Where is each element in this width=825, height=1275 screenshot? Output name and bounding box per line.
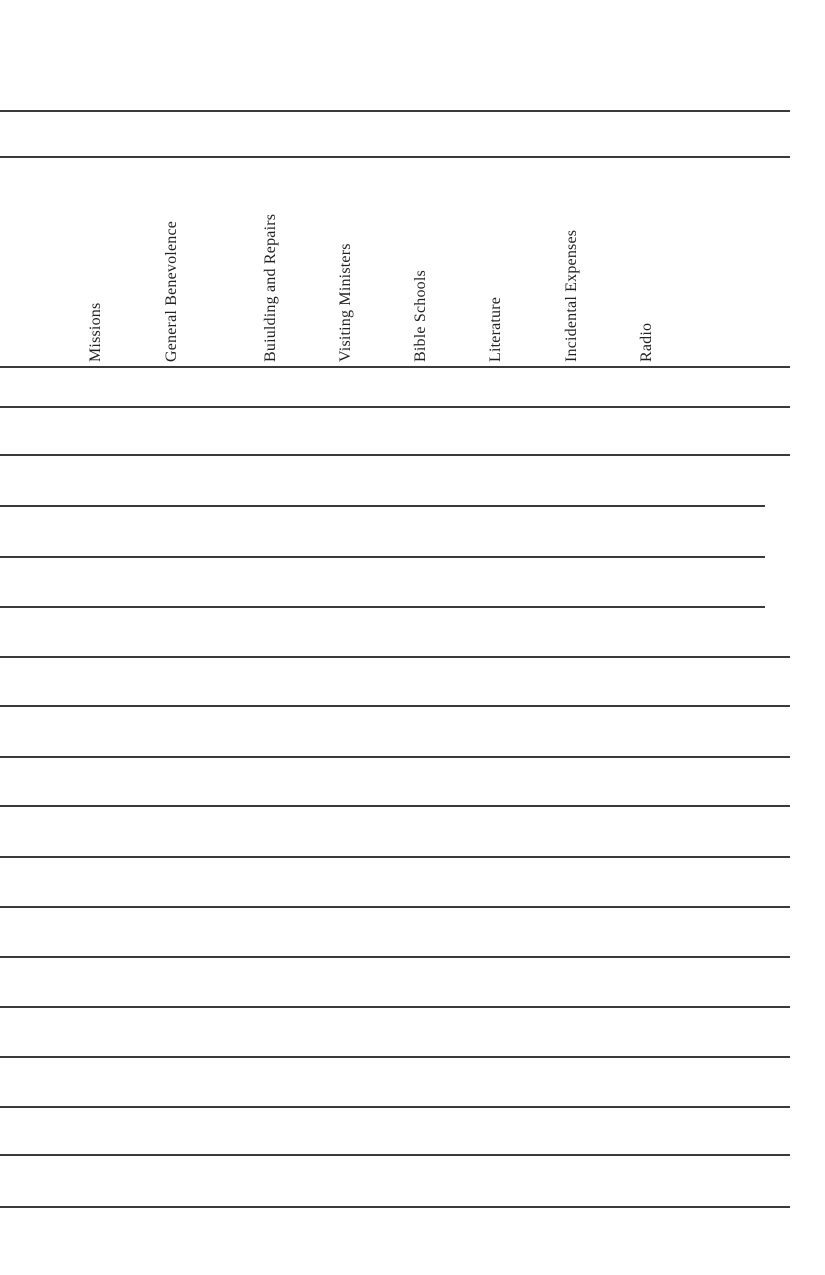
column-header-general-benevolence: General Benevolence	[163, 220, 180, 362]
ledger-rule	[0, 1006, 790, 1008]
ledger-rule	[0, 366, 790, 368]
ledger-rule	[0, 805, 790, 807]
ledger-rule	[0, 505, 765, 507]
ledger-rule	[0, 1206, 790, 1208]
ledger-rule	[0, 1056, 790, 1058]
ledger-rule	[0, 705, 790, 707]
ledger-rule	[0, 856, 790, 858]
column-header-incidental-expenses: Incidental Expenses	[563, 229, 580, 362]
column-header-literature: Literature	[487, 296, 504, 362]
ledger-rule	[0, 756, 790, 758]
column-header-radio: Radio	[638, 322, 655, 362]
ledger-rule	[0, 1154, 790, 1156]
ledger-rule	[0, 156, 790, 158]
column-header-building-and-repairs: Buiulding and Repairs	[262, 213, 279, 362]
column-header-visiting-ministers: Visiting Ministers	[337, 243, 354, 362]
ledger-rule	[0, 906, 790, 908]
ledger-rule	[0, 406, 790, 408]
column-header-bible-schools: Bible Schools	[412, 270, 429, 362]
ledger-rule	[0, 606, 765, 608]
ledger-rule	[0, 454, 790, 456]
ledger-rule	[0, 1106, 790, 1108]
column-header-missions: Missions	[87, 302, 104, 362]
ledger-rule	[0, 556, 765, 558]
ledger-rule	[0, 110, 790, 112]
ledger-rule	[0, 956, 790, 958]
ledger-rule	[0, 656, 790, 658]
